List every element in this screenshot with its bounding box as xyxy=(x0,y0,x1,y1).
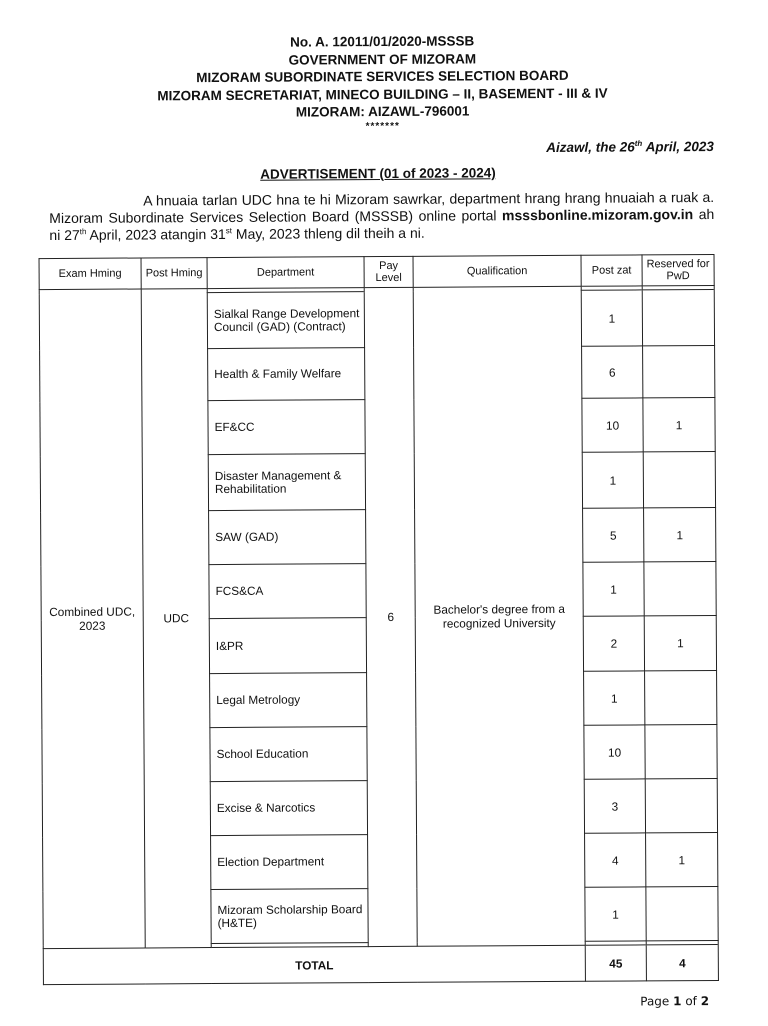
table-header-row xyxy=(39,254,714,289)
department-cell: FCS&CA xyxy=(209,564,366,619)
board-name: MIZORAM SUBORDINATE SERVICES SELECTION BOARD xyxy=(196,67,569,86)
header-pwd: Reserved for PwD xyxy=(642,254,714,285)
header-department: Department xyxy=(207,257,364,289)
post-count-cell: 10 xyxy=(584,725,645,779)
separator-stars: ******* xyxy=(365,120,400,132)
page-total: 2 xyxy=(700,994,710,1009)
date-superscript: th xyxy=(634,138,643,148)
department-cell: Election Department xyxy=(211,835,368,890)
pwd-reserved-cell xyxy=(644,561,716,615)
header-pay-level: Pay Level xyxy=(364,256,413,287)
header-post: Post Hming xyxy=(141,258,207,289)
post-count-cell: 1 xyxy=(584,671,645,725)
post-count-cell: 2 xyxy=(583,616,644,671)
government-name: GOVERNMENT OF MIZORAM xyxy=(288,50,477,68)
post-count-cell: 1 xyxy=(581,290,642,346)
reference-number: No. A. 12011/01/2020-MSSSB xyxy=(290,33,475,50)
department-cell: EF&CC xyxy=(208,400,365,455)
department-cell: Excise & Narcotics xyxy=(210,781,367,836)
department-cell: SAW (GAD) xyxy=(209,510,366,565)
date-prefix: Aizawl, the 26 xyxy=(546,139,635,156)
portal-link[interactable]: msssbonline.mizoram.gov.in xyxy=(501,206,694,224)
department-cell: Health & Family Welfare xyxy=(208,348,365,401)
pwd-reserved-cell: 1 xyxy=(644,507,716,561)
pwd-reserved-cell: 1 xyxy=(643,397,715,451)
department-cell: I&PR xyxy=(209,618,366,674)
total-row xyxy=(43,944,718,984)
pwd-reserved-cell xyxy=(643,345,715,397)
department-cell: Disaster Management & Rehabilitation xyxy=(208,454,365,511)
header-post-count: Post zat xyxy=(581,255,642,286)
post-count-cell: 1 xyxy=(583,562,644,616)
page-number: 1 xyxy=(673,994,682,1009)
advertisement-title: ADVERTISEMENT (01 of 2023 - 2024) xyxy=(260,165,496,182)
post-count-cell: 10 xyxy=(582,398,643,452)
intro-text-3: April, 2023 atangin 31 xyxy=(86,225,226,243)
exam-name-cell: Combined UDC, 2023 xyxy=(39,289,145,949)
department-cell: Mizoram Scholarship Board (H&TE) xyxy=(211,889,368,944)
post-name-cell: UDC xyxy=(141,289,211,948)
page-word: Page xyxy=(640,994,670,1009)
pwd-reserved-cell xyxy=(646,886,718,940)
total-label: TOTAL xyxy=(43,945,585,984)
pwd-reserved-cell: 1 xyxy=(644,615,716,670)
of-word: of xyxy=(685,994,697,1009)
letterhead xyxy=(57,31,708,134)
post-count-cell: 3 xyxy=(584,779,645,833)
intro-sup-2: st xyxy=(225,226,232,236)
vacancy-table xyxy=(39,254,719,985)
intro-paragraph xyxy=(49,189,714,244)
dateline xyxy=(546,139,714,155)
board-address: MIZORAM SECRETARIAT, MINECO BUILDING – II, BASEMENT - III & IV xyxy=(157,85,608,103)
post-count-cell: 5 xyxy=(583,508,644,562)
intro-text-2: ah ni 27 xyxy=(49,205,715,244)
intro-text-1: A hnuaia tarlan UDC hna te hi Mizoram sawrkar, department hrang hrang hnuaiah a ruak a. Mizoram Subordinate Services Selection Board (MSSSB) online portal xyxy=(49,188,715,227)
total-posts: 45 xyxy=(585,945,646,981)
pwd-reserved-cell xyxy=(643,451,715,507)
page-footer xyxy=(640,994,709,1008)
department-cell: Legal Metrology xyxy=(210,673,367,728)
date-suffix: April, 2023 xyxy=(642,138,714,155)
pwd-reserved-cell xyxy=(645,670,717,724)
header-exam: Exam Hming xyxy=(39,258,141,290)
board-city: MIZORAM: AIZAWL-796001 xyxy=(295,103,470,120)
post-count-cell: 4 xyxy=(585,833,646,887)
pay-level-cell: 6 xyxy=(364,287,417,946)
pwd-reserved-cell xyxy=(645,778,717,832)
pwd-reserved-cell: 1 xyxy=(646,832,718,886)
department-cell: School Education xyxy=(210,727,367,782)
post-count-cell: 6 xyxy=(582,346,643,398)
department-cell: Sialkal Range Development Council (GAD) (Contract) xyxy=(207,292,364,349)
post-count-cell: 1 xyxy=(582,452,643,508)
post-count-cell: 1 xyxy=(585,887,646,941)
intro-text-4: May, 2023 thleng dil theih a ni. xyxy=(231,224,425,242)
intro-sup-1: th xyxy=(79,227,87,237)
qualification-cell: Bachelor's degree from a recognized University xyxy=(413,286,585,946)
header-qualification: Qualification xyxy=(413,255,581,287)
pwd-reserved-cell xyxy=(642,289,714,345)
pwd-reserved-cell xyxy=(645,724,717,778)
total-pwd: 4 xyxy=(646,944,718,980)
